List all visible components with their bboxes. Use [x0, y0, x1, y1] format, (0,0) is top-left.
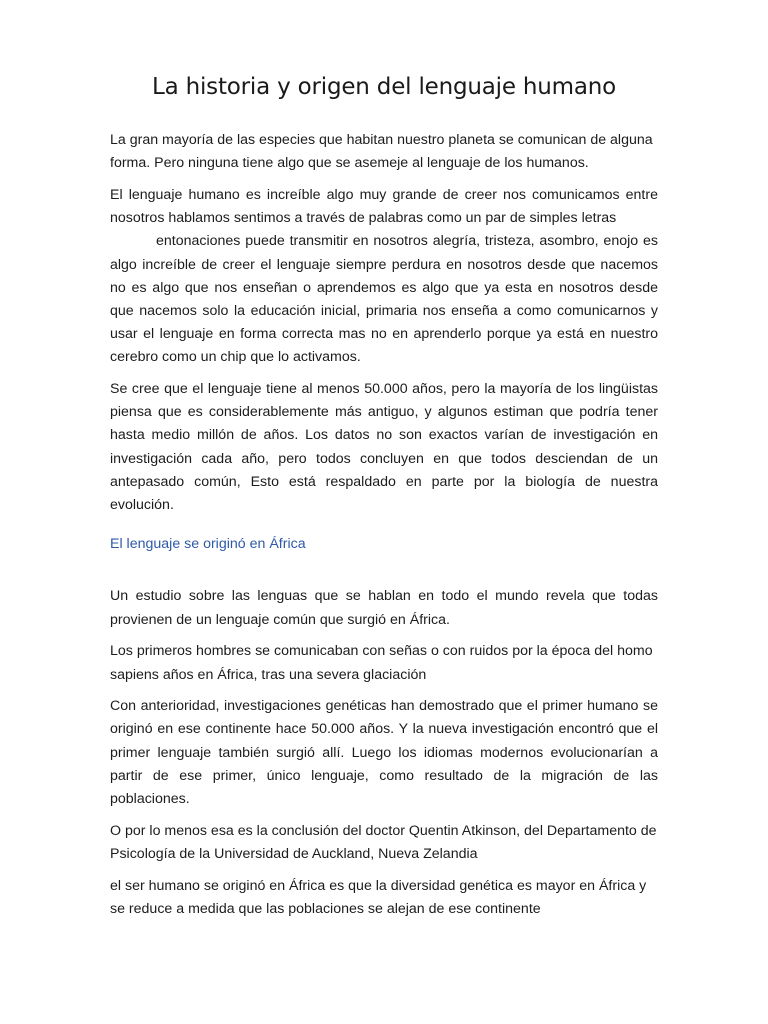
paragraph-diversidad: el ser humano se originó en África es que la diversidad genética es mayor en África y se reduce a medida que las poblaciones se alejan de ese continente [110, 877, 647, 917]
paragraph-estudio: Un estudio sobre las lenguas que se hablan en todo el mundo revela que todas provienen de un lenguaje común que surgió en África. [110, 588, 658, 628]
paragraph-lenguaje-humano-continued: entonaciones puede transmitir en nosotros alegría, tristeza, asombro, enojo es algo increíble de creer el lenguaje siempre perdura en nosotros desde que nacemos no es algo que nos enseñan o aprendemos es algo que ya esta en nosotros desde que nacemos solo la educación inicial, primaria nos enseña a como comunicarnos y usar el lenguaje en forma correcta mas no en aprenderlo porque ya está en nuestro cerebro como un chip que lo activamos. [110, 233, 658, 366]
paragraph-lenguaje-humano-text: El lenguaje humano es increíble algo muy grande de creer nos comunicamos entre nosotros hablamos sentimos a través de palabras como un par de simples letras [110, 186, 658, 227]
document-body [110, 129, 658, 930]
paragraph-anterioridad: Con anterioridad, investigaciones genéticas han demostrado que el primer humano se originó en ese continente hace 50.000 años. Y la nueva investigación encontró que el primer lenguaje también surgió allí. Luego los idiomas modernos evolucionarían a partir de ese primer, único lenguaje, como resultado de la migración de las poblaciones. [110, 698, 658, 808]
paragraph-intro: La gran mayoría de las especies que habitan nuestro planeta se comunican de alguna forma. Pero ninguna tiene algo que se asemeje al lenguaje de los humanos. [110, 132, 653, 172]
document-title: La historia y origen del lenguaje humano [152, 74, 616, 100]
section-heading: El lenguaje se originó en África [110, 536, 306, 553]
paragraph-antiguedad: Se cree que el lenguaje tiene al menos 50.000 años, pero la mayoría de los lingüistas piensa que es considerablemente más antiguo, y algunos estiman que podría tener hasta medio millón de años. Los datos no son exactos varían de investigación en investigación cada año, pero todos concluyen en que todos desciendan de un antepasado común, Esto está respaldado en parte por la biología de nuestra evolución. [110, 381, 658, 514]
paragraph-primeros-hombres: Los primeros hombres se comunicaban con señas o con ruidos por la época del homo sapiens años en África, tras una severa glaciación [110, 643, 653, 683]
paragraph-lenguaje-humano [110, 184, 658, 370]
paragraph-conclusion: O por lo menos esa es la conclusión del doctor Quentin Atkinson, del Departamento de Psicología de la Universidad de Auckland, Nueva Zelandia [110, 822, 657, 862]
